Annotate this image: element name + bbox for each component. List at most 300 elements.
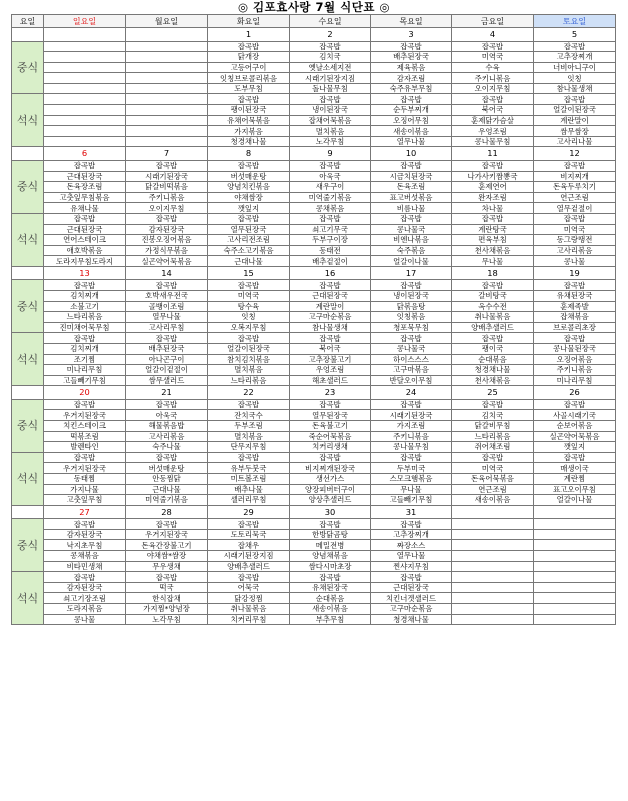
menu-item: 잡곡밥: [290, 213, 371, 224]
menu-item: 잡곡밥: [371, 333, 452, 344]
menu-item: 배추겉절이: [290, 256, 371, 267]
menu-item: 돈육간장불고기: [126, 540, 208, 551]
menu-item: [534, 529, 616, 540]
menu-item: 잡곡밥: [44, 160, 126, 171]
menu-item: 무나물: [371, 484, 452, 495]
menu-item: [126, 115, 208, 126]
date-cell: 4: [452, 28, 534, 42]
menu-item: 팽이된장국: [208, 105, 290, 116]
menu-item: 잡곡밥: [371, 41, 452, 52]
corner-cell: 요일: [12, 15, 44, 28]
menu-item: [126, 105, 208, 116]
menu-item: 깻잎지: [534, 442, 616, 453]
menu-row: [12, 473, 616, 484]
menu-row: [12, 495, 616, 506]
menu-item: 취나물볶음: [452, 312, 534, 323]
menu-item: 김치찌개: [44, 290, 126, 301]
menu-row: [12, 94, 616, 105]
date-cell: 14: [126, 266, 208, 280]
menu-item: [44, 83, 126, 94]
menu-item: 편육부침: [452, 235, 534, 246]
menu-item: 잡채어묵볶음: [290, 115, 371, 126]
day-header: 토요일: [534, 15, 616, 28]
menu-row: [12, 421, 616, 432]
menu-item: 스모크햄볶음: [371, 473, 452, 484]
menu-item: 열무나물: [371, 136, 452, 147]
menu-item: 콩나물: [44, 614, 126, 625]
menu-item: 차나물: [452, 203, 534, 214]
menu-item: 유채어묵볶음: [208, 115, 290, 126]
menu-item: 훈제연어: [452, 182, 534, 193]
menu-item: 새우구이: [290, 182, 371, 193]
menu-item: [534, 582, 616, 593]
menu-item: [44, 52, 126, 63]
menu-item: 순대볶음: [452, 354, 534, 365]
menu-item: 미나리무침: [534, 375, 616, 386]
menu-row: [12, 399, 616, 410]
menu-item: 가지볶음: [208, 126, 290, 137]
menu-item: 잡곡밥: [208, 333, 290, 344]
menu-item: 잡곡밥: [371, 399, 452, 410]
menu-item: [126, 136, 208, 147]
menu-item: 한식잡채: [126, 593, 208, 604]
date-cell: 27: [44, 505, 126, 519]
menu-item: 옛날소세지전: [290, 62, 371, 73]
menu-item: 잡곡밥: [208, 41, 290, 52]
menu-item: 배추된장국: [126, 343, 208, 354]
menu-item: 참나물생채: [534, 83, 616, 94]
menu-row: [12, 301, 616, 312]
menu-item: 새송이볶음: [452, 495, 534, 506]
menu-item: 참치김치볶음: [208, 354, 290, 365]
menu-item: 연근조림: [452, 484, 534, 495]
menu-item: 냉이된장국: [371, 290, 452, 301]
menu-item: 얼갈이나물: [371, 256, 452, 267]
menu-item: 얼갈이된장국: [208, 343, 290, 354]
menu-item: 갈비탕국: [452, 290, 534, 301]
menu-item: 잡곡밥: [534, 213, 616, 224]
menu-item: 무우생채: [126, 561, 208, 572]
menu-item: 멸치볶음: [208, 431, 290, 442]
menu-item: 천사채볶음: [452, 245, 534, 256]
menu-item: [534, 519, 616, 530]
date-cell: 30: [290, 505, 371, 519]
menu-item: 짜장소스: [371, 540, 452, 551]
menu-item: 고춧잎무침: [44, 495, 126, 506]
date-cell: [126, 28, 208, 42]
menu-item: 잡곡밥: [290, 399, 371, 410]
menu-item: 미나리무침: [44, 365, 126, 376]
date-row: [12, 505, 616, 519]
menu-item: 유부두붓국: [208, 463, 290, 474]
date-cell: 3: [371, 28, 452, 42]
menu-row: [12, 312, 616, 323]
lunch-label: 중식: [12, 280, 44, 333]
menu-item: 미역줄기볶음: [126, 495, 208, 506]
menu-item: 진미채어묵무침: [44, 322, 126, 333]
page-title: ◎ 김포효사랑 7월 식단표 ◎: [237, 0, 391, 14]
menu-item: 잡곡밥: [534, 452, 616, 463]
menu-item: 시래기된장국: [371, 410, 452, 421]
menu-item: 고추장찌개: [534, 52, 616, 63]
menu-item: 어묵국: [208, 582, 290, 593]
menu-item: 두부미국: [371, 463, 452, 474]
menu-item: 죽순어묵볶음: [290, 431, 371, 442]
date-cell: 8: [208, 147, 290, 161]
menu-item: 찐샤지무침: [371, 561, 452, 572]
menu-item: 근대된장국: [44, 171, 126, 182]
menu-item: 하이스스스: [371, 354, 452, 365]
menu-item: 잡곡밥: [371, 519, 452, 530]
menu-item: 잡곡밥: [371, 213, 452, 224]
menu-item: 잡곡밥: [534, 333, 616, 344]
date-cell: 23: [290, 386, 371, 400]
menu-item: 느타리볶음: [44, 312, 126, 323]
menu-item: 실곤약어묵볶음: [126, 256, 208, 267]
menu-row: [12, 115, 616, 126]
menu-item: 잡곡밥: [44, 280, 126, 291]
menu-item: 오징어볶음: [534, 354, 616, 365]
menu-item: 시래기된장지짐: [290, 73, 371, 84]
menu-item: [452, 529, 534, 540]
menu-item: 콩나물국: [371, 224, 452, 235]
menu-item: 가지나물: [44, 484, 126, 495]
menu-item: 얼갈이겉절이: [126, 365, 208, 376]
menu-item: 청경채나물: [452, 365, 534, 376]
menu-row: [12, 62, 616, 73]
menu-item: 치킨스테이크: [44, 421, 126, 432]
menu-item: 취나물볶음: [208, 604, 290, 615]
date-cell: 10: [371, 147, 452, 161]
menu-item: 훈제닭가슴살: [452, 115, 534, 126]
menu-item: 배추된장국: [371, 52, 452, 63]
date-cell: 9: [290, 147, 371, 161]
menu-item: 비엔나볶음: [371, 235, 452, 246]
menu-item: 닭볶음탕: [371, 301, 452, 312]
menu-item: 잡곡밥: [290, 572, 371, 583]
menu-row: [12, 182, 616, 193]
menu-item: 오이지무침: [452, 83, 534, 94]
menu-item: [44, 126, 126, 137]
menu-item: 우거지된장국: [44, 410, 126, 421]
menu-item: 나가사키짬뽕국: [452, 171, 534, 182]
menu-item: 쌈무쌈장: [534, 126, 616, 137]
menu-item: [452, 540, 534, 551]
menu-item: 양배추샐러드: [208, 561, 290, 572]
menu-item: 떡볶조림: [44, 431, 126, 442]
menu-item: 양념채볶음: [290, 551, 371, 562]
menu-item: 탕수육: [208, 301, 290, 312]
menu-item: 고춧잎무침볶음: [44, 192, 126, 203]
menu-item: 돈육불고기: [290, 421, 371, 432]
menu-item: 닭갈비무침: [452, 421, 534, 432]
menu-item: [452, 593, 534, 604]
menu-item: 아욱국: [290, 171, 371, 182]
menu-item: 콩나물무침: [452, 136, 534, 147]
menu-item: 잡곡밥: [371, 572, 452, 583]
menu-item: 너비아니구이: [534, 62, 616, 73]
menu-item: 사골시래기국: [534, 410, 616, 421]
date-row-corner: [12, 386, 44, 400]
menu-row: [12, 343, 616, 354]
date-cell: [452, 505, 534, 519]
menu-item: 골뱅이조림: [126, 301, 208, 312]
menu-item: 잡곡밥: [208, 572, 290, 583]
menu-row: [12, 171, 616, 182]
menu-item: 연어스테이크: [44, 235, 126, 246]
menu-item: 우거지된장국: [126, 529, 208, 540]
menu-item: 고구마순볶음: [371, 604, 452, 615]
menu-row: [12, 614, 616, 625]
lunch-label: 중식: [12, 160, 44, 213]
menu-item: [126, 52, 208, 63]
menu-item: 잡곡밥: [290, 280, 371, 291]
menu-item: 잡곡밥: [208, 160, 290, 171]
date-cell: 24: [371, 386, 452, 400]
date-cell: 17: [371, 266, 452, 280]
menu-item: 잡곡밥: [290, 41, 371, 52]
menu-item: 근대된장국: [371, 582, 452, 593]
menu-item: 부추무침: [290, 614, 371, 625]
menu-item: 잡곡밥: [208, 519, 290, 530]
day-header: 월요일: [126, 15, 208, 28]
menu-item: 제육볶음: [371, 62, 452, 73]
menu-row: [12, 290, 616, 301]
menu-item: 잇칭볶음: [371, 312, 452, 323]
menu-item: 순보어볶음: [534, 421, 616, 432]
lunch-label: 중식: [12, 399, 44, 452]
menu-item: 새송이볶음: [290, 604, 371, 615]
menu-item: 고사리볶음: [534, 245, 616, 256]
menu-row: [12, 333, 616, 344]
menu-row: [12, 540, 616, 551]
day-header: 수요일: [290, 15, 371, 28]
menu-item: 돌나물무침: [290, 83, 371, 94]
menu-item: 잡곡밥: [371, 280, 452, 291]
menu-item: 닭갈비떡볶음: [126, 182, 208, 193]
menu-item: 잡곡밥: [44, 333, 126, 344]
menu-row: [12, 410, 616, 421]
menu-item: 미트볼조림: [208, 473, 290, 484]
menu-item: 새송이볶음: [371, 126, 452, 137]
menu-item: 주키니볶음: [534, 365, 616, 376]
menu-item: 치커리생채: [290, 442, 371, 453]
dinner-label: 석식: [12, 94, 44, 147]
menu-item: 콩채볶음: [44, 551, 126, 562]
menu-item: 팽이국: [452, 343, 534, 354]
menu-item: 우엉조림: [452, 126, 534, 137]
menu-item: 멸치볶음: [290, 126, 371, 137]
menu-item: 감자된장국: [44, 529, 126, 540]
menu-item: 비지찌개: [534, 171, 616, 182]
menu-item: 열무나물: [371, 551, 452, 562]
menu-item: 잡곡밥: [452, 280, 534, 291]
menu-item: 잡곡밥: [126, 519, 208, 530]
menu-item: 청경채나물: [208, 136, 290, 147]
menu-item: 도라지볶음: [44, 604, 126, 615]
menu-row: [12, 582, 616, 593]
menu-item: 천사채볶음: [452, 375, 534, 386]
menu-item: 숙주볶음: [371, 245, 452, 256]
menu-item: 잡곡밥: [126, 572, 208, 583]
menu-item: [534, 540, 616, 551]
menu-item: 잡곡밥: [126, 160, 208, 171]
menu-item: 감자된장국: [126, 224, 208, 235]
menu-item: [126, 126, 208, 137]
menu-item: [44, 136, 126, 147]
menu-item: 고사리나물: [534, 136, 616, 147]
menu-item: 잡곡밥: [452, 94, 534, 105]
menu-item: 쥐어채조림: [452, 442, 534, 453]
date-row-corner: [12, 147, 44, 161]
date-cell: 18: [452, 266, 534, 280]
menu-item: 열무된장국: [290, 410, 371, 421]
menu-item: 비지찌개된장국: [290, 463, 371, 474]
menu-item: 콩나물된장국: [534, 343, 616, 354]
day-header: 화요일: [208, 15, 290, 28]
menu-row: [12, 160, 616, 171]
menu-item: 조기찜: [44, 354, 126, 365]
menu-item: [452, 582, 534, 593]
menu-item: 고들빼기무침: [44, 375, 126, 386]
menu-item: 닭강정찜: [208, 593, 290, 604]
menu-item: 잡곡밥: [290, 160, 371, 171]
menu-item: 주키니볶음: [126, 192, 208, 203]
menu-item: 콩나물무침: [371, 442, 452, 453]
menu-item: 잡곡밥: [290, 333, 371, 344]
menu-row: [12, 105, 616, 116]
menu-item: 청경채나물: [371, 614, 452, 625]
menu-item: 진봉오징어볶음: [126, 235, 208, 246]
menu-item: 청포묵무침: [371, 322, 452, 333]
menu-item: 잡곡밥: [452, 41, 534, 52]
menu-item: [126, 41, 208, 52]
menu-item: 잡곡밥: [44, 519, 126, 530]
menu-item: 버섯매운탕: [126, 463, 208, 474]
menu-item: 순두부찌개: [371, 105, 452, 116]
dinner-label: 석식: [12, 572, 44, 625]
menu-item: 김치국: [290, 52, 371, 63]
menu-item: 가지조림: [371, 421, 452, 432]
menu-row: [12, 354, 616, 365]
menu-item: 아욱국: [126, 410, 208, 421]
menu-item: 잇칭: [534, 73, 616, 84]
menu-item: 북어국: [452, 105, 534, 116]
menu-item: 낙지초무침: [44, 540, 126, 551]
menu-item: 열무나물: [126, 312, 208, 323]
menu-item: [126, 73, 208, 84]
menu-item: 깻잎지: [208, 203, 290, 214]
menu-item: 시금치된장국: [371, 171, 452, 182]
menu-row: [12, 235, 616, 246]
menu-item: 잡곡밥: [534, 94, 616, 105]
menu-item: 잇칭브로콜리볶음: [208, 73, 290, 84]
menu-item: 아나곤구이: [126, 354, 208, 365]
menu-item: [44, 62, 126, 73]
menu-row: [12, 256, 616, 267]
date-cell: [534, 505, 616, 519]
menu-item: 잡곡밥: [208, 213, 290, 224]
menu-row: [12, 203, 616, 214]
menu-item: 표고오이무침: [534, 484, 616, 495]
menu-item: 미역국: [534, 224, 616, 235]
menu-item: 순대볶음: [290, 593, 371, 604]
menu-item: 고추장불고기: [290, 354, 371, 365]
menu-item: 도라지무침도라지: [44, 256, 126, 267]
menu-row: [12, 463, 616, 474]
menu-item: 잡곡밥: [126, 333, 208, 344]
menu-item: 오복지무침: [208, 322, 290, 333]
menu-item: 잡곡밥: [534, 399, 616, 410]
menu-item: 잡곡밥: [290, 519, 371, 530]
menu-item: 콩나물국: [371, 343, 452, 354]
menu-item: 잡곡밥: [452, 213, 534, 224]
menu-item: 열무겉절이: [534, 203, 616, 214]
menu-row: [12, 442, 616, 453]
date-cell: 31: [371, 505, 452, 519]
menu-item: 김치찌개: [44, 343, 126, 354]
menu-item: 근대된장국: [290, 290, 371, 301]
header-row: [12, 15, 616, 28]
menu-row: [12, 431, 616, 442]
date-cell: 11: [452, 147, 534, 161]
menu-item: 애호박볶음: [44, 245, 126, 256]
date-cell: 28: [126, 505, 208, 519]
day-header: 일요일: [44, 15, 126, 28]
date-cell: 25: [452, 386, 534, 400]
menu-item: 양념치킨볶음: [208, 182, 290, 193]
menu-item: 양상추샐러드: [290, 495, 371, 506]
menu-item: 버섯매운탕: [208, 171, 290, 182]
menu-item: 근대된장국: [44, 224, 126, 235]
menu-item: 고사리무침: [126, 322, 208, 333]
menu-item: 시래기된장지짐: [208, 551, 290, 562]
menu-row: [12, 245, 616, 256]
dinner-label: 석식: [12, 333, 44, 386]
menu-item: 안동찜닭: [126, 473, 208, 484]
menu-item: 잡곡밥: [126, 280, 208, 291]
menu-item: 유채된장국: [534, 290, 616, 301]
menu-item: 냉이된장국: [290, 105, 371, 116]
menu-item: 완자조림: [452, 192, 534, 203]
menu-item: 콩채볶음: [290, 203, 371, 214]
menu-item: 고구마볶음: [371, 365, 452, 376]
menu-item: 해물볶음밥: [126, 421, 208, 432]
date-cell: 6: [44, 147, 126, 161]
date-row-corner: [12, 266, 44, 280]
menu-item: [534, 593, 616, 604]
menu-row: [12, 83, 616, 94]
menu-item: 단무지무침: [208, 442, 290, 453]
menu-item: 미역국: [452, 463, 534, 474]
menu-item: [452, 572, 534, 583]
date-row: [12, 386, 616, 400]
menu-item: 쇠고기장조림: [44, 593, 126, 604]
menu-row: [12, 126, 616, 137]
menu-item: 계란말이: [534, 115, 616, 126]
date-row: [12, 147, 616, 161]
menu-item: 계란찜: [534, 473, 616, 484]
menu-item: 근대나물: [208, 256, 290, 267]
menu-row: [12, 452, 616, 463]
menu-item: 잡채우: [208, 540, 290, 551]
menu-item: 치킨너겟샐러드: [371, 593, 452, 604]
menu-item: 참나물생채: [290, 322, 371, 333]
menu-row: [12, 561, 616, 572]
menu-item: 미역줄기볶음: [290, 192, 371, 203]
menu-item: 근대나물: [126, 484, 208, 495]
menu-item: 고구마순볶음: [290, 312, 371, 323]
